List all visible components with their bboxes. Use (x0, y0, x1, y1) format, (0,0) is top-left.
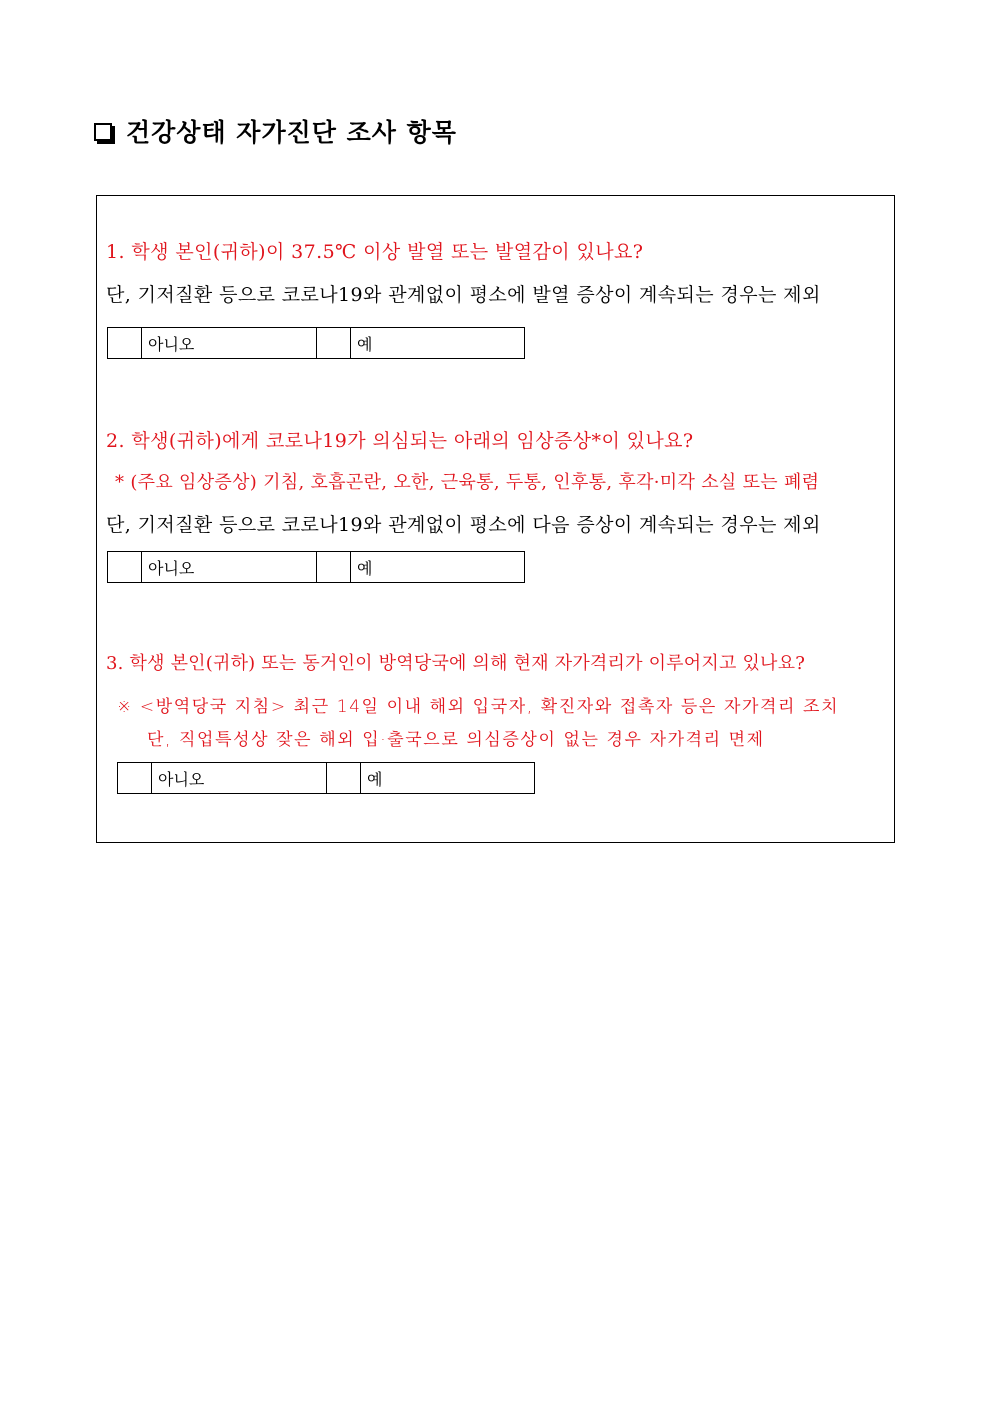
question-3-guideline: ※ <방역당국 지침> 최근 14일 이내 해외 입국자, 확진자와 접촉자 등은 자가격리 조치 (117, 697, 840, 717)
option-no-checkbox[interactable] (108, 552, 142, 582)
answer-row-3 (117, 762, 535, 794)
option-no-label: 아니오 (142, 328, 317, 358)
option-no-label: 아니오 (152, 763, 327, 793)
question-2: 2. 학생(귀하)에게 코로나19가 의심되는 아래의 임상증상*이 있나요? (106, 430, 694, 452)
question-1: 1. 학생 본인(귀하)이 37.5℃ 이상 발열 또는 발열감이 있나요? (106, 241, 644, 263)
page-title: 건강상태 자가진단 조사 항목 (126, 118, 457, 147)
question-2-note: 단, 기저질환 등으로 코로나19와 관계없이 평소에 다음 증상이 계속되는 경우는 제외 (106, 514, 821, 536)
question-3: 3. 학생 본인(귀하) 또는 동거인이 방역당국에 의해 현재 자가격리가 이루어지고 있나요? (106, 653, 806, 674)
survey-box (96, 195, 895, 843)
question-3-exemption: 단, 직업특성상 잦은 해외 입·출국으로 의심증상이 없는 경우 자가격리 면제 (147, 730, 765, 750)
question-2-symptoms: * (주요 임상증상) 기침, 호흡곤란, 오한, 근육통, 두통, 인후통, 후각·미각 소실 또는 폐렴 (115, 472, 820, 493)
section-heading (94, 114, 457, 148)
option-no-checkbox[interactable] (118, 763, 152, 793)
option-yes-checkbox[interactable] (317, 328, 351, 358)
question-1-note: 단, 기저질환 등으로 코로나19와 관계없이 평소에 발열 증상이 계속되는 경우는 제외 (106, 284, 821, 306)
answer-row-2 (107, 551, 525, 583)
checkbox-icon (94, 123, 112, 141)
option-yes-label: 예 (357, 558, 373, 578)
answer-row-1 (107, 327, 525, 359)
option-yes-checkbox[interactable] (327, 763, 361, 793)
option-yes-label: 예 (357, 334, 373, 354)
option-no-label: 아니오 (142, 552, 317, 582)
option-yes-label: 예 (367, 769, 383, 789)
option-no-checkbox[interactable] (108, 328, 142, 358)
option-yes-checkbox[interactable] (317, 552, 351, 582)
